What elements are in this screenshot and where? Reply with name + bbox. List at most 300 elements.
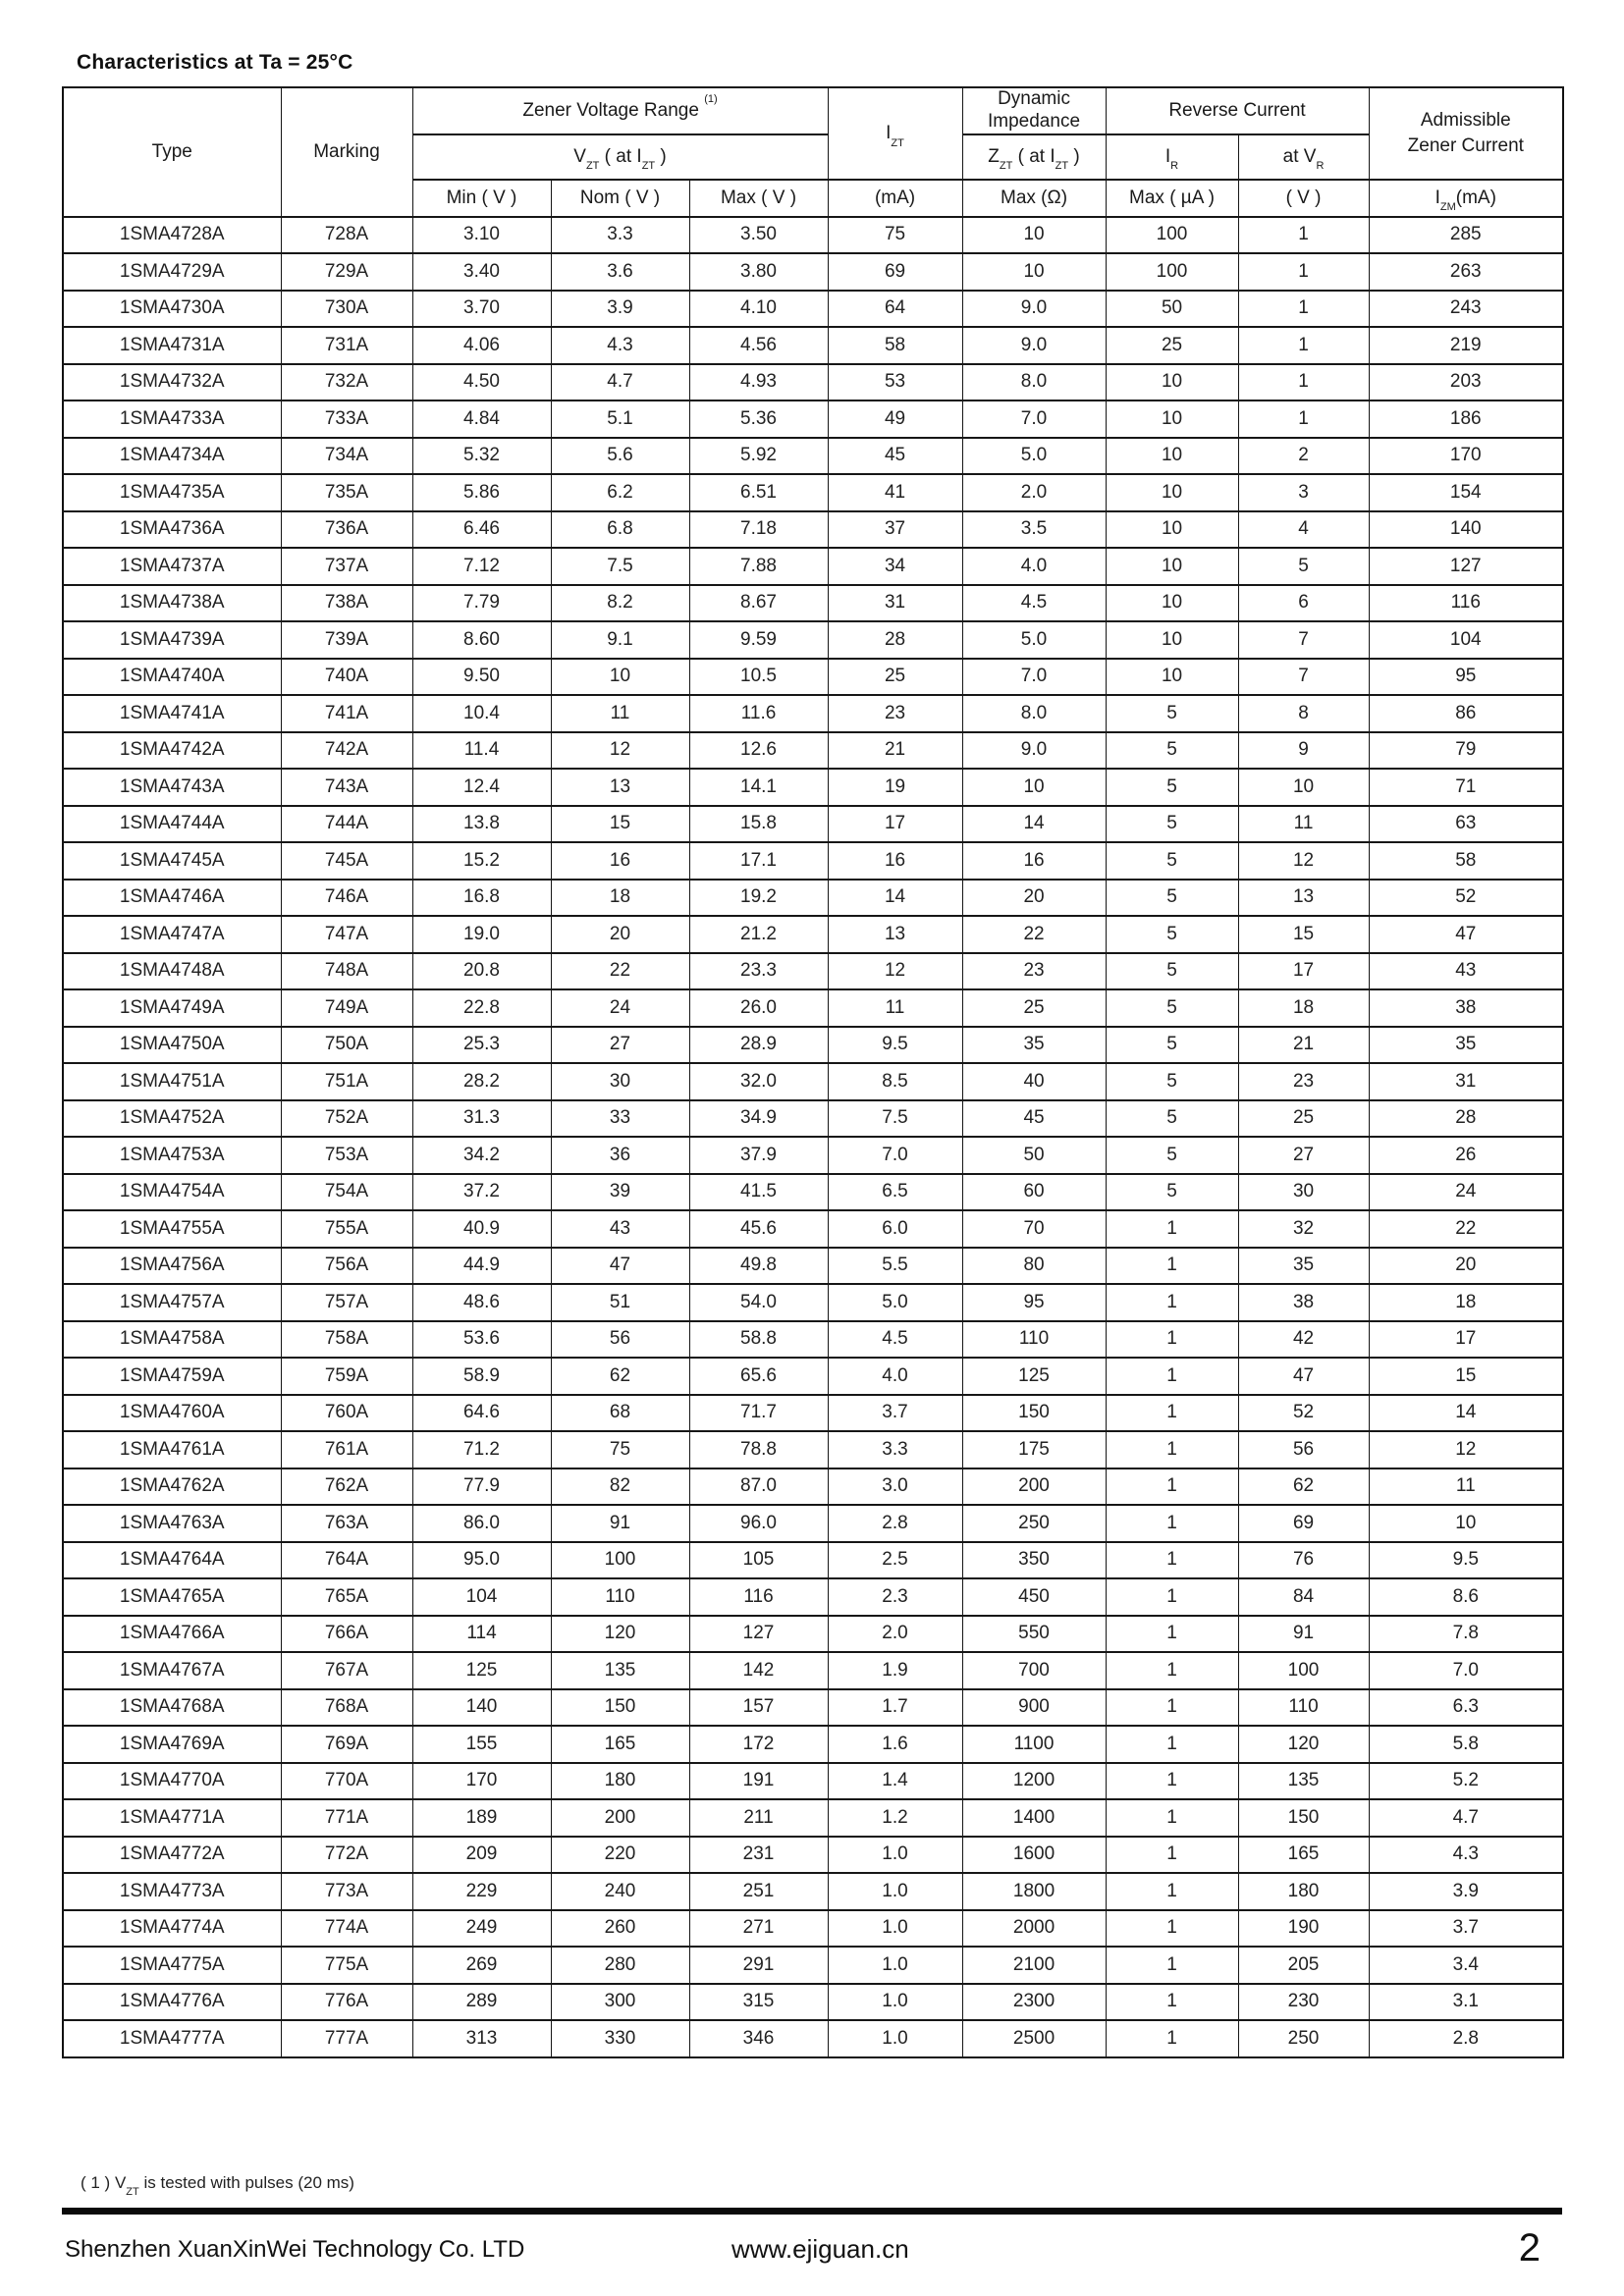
cell-izt: 6.0: [828, 1210, 962, 1248]
cell-type: 1SMA4758A: [63, 1321, 281, 1359]
cell-type: 1SMA4762A: [63, 1468, 281, 1506]
cell-ir-max: 5: [1106, 1063, 1238, 1100]
izm-symbol: I: [1435, 187, 1440, 208]
col-header-admissible-zener-current: [1369, 87, 1563, 180]
table-row: [63, 585, 1563, 622]
cell-vr: 1: [1238, 217, 1369, 254]
cell-min-v: 71.2: [412, 1431, 551, 1468]
cell-izm: 154: [1369, 474, 1563, 511]
cell-zzt-max: 350: [962, 1542, 1106, 1579]
cell-nom-v: 75: [551, 1431, 689, 1468]
cell-izm: 26: [1369, 1137, 1563, 1174]
cell-min-v: 269: [412, 1947, 551, 1984]
cell-min-v: 58.9: [412, 1358, 551, 1395]
table-row: [63, 548, 1563, 585]
cell-izt: 1.0: [828, 1837, 962, 1874]
col-header-zzt: [962, 134, 1106, 180]
cell-zzt-max: 8.0: [962, 695, 1106, 732]
cell-ir-max: 1: [1106, 1578, 1238, 1616]
cell-marking: 769A: [281, 1726, 412, 1763]
cell-ir-max: 1: [1106, 1689, 1238, 1727]
cell-marking: 733A: [281, 400, 412, 438]
cell-ir-max: 10: [1106, 659, 1238, 696]
cell-type: 1SMA4740A: [63, 659, 281, 696]
col-header-vzt: [412, 134, 828, 180]
cell-nom-v: 6.2: [551, 474, 689, 511]
cell-marking: 729A: [281, 253, 412, 291]
cell-vr: 38: [1238, 1284, 1369, 1321]
cell-nom-v: 82: [551, 1468, 689, 1506]
cell-zzt-max: 2100: [962, 1947, 1106, 1984]
cell-marking: 734A: [281, 438, 412, 475]
page-number: 2: [1518, 2226, 1541, 2269]
cell-marking: 773A: [281, 1873, 412, 1910]
table-row: [63, 400, 1563, 438]
cell-izm: 104: [1369, 621, 1563, 659]
cell-izm: 71: [1369, 769, 1563, 806]
cell-ir-max: 5: [1106, 1137, 1238, 1174]
cell-izm: 17: [1369, 1321, 1563, 1359]
cell-zzt-max: 60: [962, 1174, 1106, 1211]
izt-symbol: I: [886, 122, 892, 143]
table-row: [63, 327, 1563, 364]
cell-type: 1SMA4730A: [63, 291, 281, 328]
cell-min-v: 95.0: [412, 1542, 551, 1579]
unit-header-nom-v: Nom ( V ): [551, 180, 689, 217]
table-row: [63, 1984, 1563, 2021]
col-header-marking: Marking: [281, 87, 412, 217]
cell-max-v: 32.0: [689, 1063, 828, 1100]
cell-izt: 37: [828, 511, 962, 549]
cell-max-v: 87.0: [689, 1468, 828, 1506]
table-row: [63, 1468, 1563, 1506]
cell-min-v: 170: [412, 1763, 551, 1800]
cell-marking: 730A: [281, 291, 412, 328]
cell-max-v: 3.80: [689, 253, 828, 291]
footer-divider: [62, 2208, 1562, 2215]
cell-min-v: 4.50: [412, 364, 551, 401]
cell-nom-v: 11: [551, 695, 689, 732]
cell-izt: 53: [828, 364, 962, 401]
cell-zzt-max: 250: [962, 1505, 1106, 1542]
cell-type: 1SMA4770A: [63, 1763, 281, 1800]
cell-nom-v: 36: [551, 1137, 689, 1174]
cell-marking: 776A: [281, 1984, 412, 2021]
cell-izm: 170: [1369, 438, 1563, 475]
cell-vr: 76: [1238, 1542, 1369, 1579]
cell-izt: 49: [828, 400, 962, 438]
cell-zzt-max: 1400: [962, 1799, 1106, 1837]
cell-izt: 41: [828, 474, 962, 511]
cell-min-v: 140: [412, 1689, 551, 1727]
table-row: [63, 438, 1563, 475]
table-row: [63, 989, 1563, 1027]
cell-nom-v: 7.5: [551, 548, 689, 585]
table-row: [63, 1542, 1563, 1579]
cell-vr: 6: [1238, 585, 1369, 622]
cell-max-v: 78.8: [689, 1431, 828, 1468]
cell-type: 1SMA4750A: [63, 1027, 281, 1064]
cell-zzt-max: 150: [962, 1395, 1106, 1432]
cell-type: 1SMA4754A: [63, 1174, 281, 1211]
footer-company: Shenzhen XuanXinWei Technology Co. LTD: [65, 2236, 525, 2263]
cell-izm: 5.2: [1369, 1763, 1563, 1800]
cell-izt: 45: [828, 438, 962, 475]
cell-marking: 763A: [281, 1505, 412, 1542]
cell-type: 1SMA4748A: [63, 953, 281, 990]
cell-marking: 749A: [281, 989, 412, 1027]
cell-type: 1SMA4731A: [63, 327, 281, 364]
cell-min-v: 289: [412, 1984, 551, 2021]
cell-type: 1SMA4777A: [63, 2020, 281, 2057]
cell-vr: 120: [1238, 1726, 1369, 1763]
zvr-footnote-ref: (1): [704, 93, 718, 106]
cell-marking: 768A: [281, 1689, 412, 1727]
cell-izm: 95: [1369, 659, 1563, 696]
cell-max-v: 271: [689, 1910, 828, 1948]
cell-marking: 737A: [281, 548, 412, 585]
cell-max-v: 3.50: [689, 217, 828, 254]
cell-izm: 9.5: [1369, 1542, 1563, 1579]
col-header-izt: [828, 87, 962, 180]
cell-max-v: 19.2: [689, 880, 828, 917]
table-row: [63, 695, 1563, 732]
cell-zzt-max: 5.0: [962, 621, 1106, 659]
cell-marking: 746A: [281, 880, 412, 917]
col-header-at-vr: [1238, 134, 1369, 180]
footnote: [81, 2173, 354, 2199]
cell-nom-v: 47: [551, 1248, 689, 1285]
cell-ir-max: 1: [1106, 2020, 1238, 2057]
cell-ir-max: 5: [1106, 842, 1238, 880]
cell-nom-v: 27: [551, 1027, 689, 1064]
cell-izt: 34: [828, 548, 962, 585]
cell-min-v: 7.12: [412, 548, 551, 585]
cell-nom-v: 280: [551, 1947, 689, 1984]
table-row: [63, 217, 1563, 254]
table-row: [63, 1395, 1563, 1432]
cell-izt: 1.9: [828, 1652, 962, 1689]
cell-izm: 3.9: [1369, 1873, 1563, 1910]
cell-max-v: 5.36: [689, 400, 828, 438]
cell-vr: 42: [1238, 1321, 1369, 1359]
cell-max-v: 211: [689, 1799, 828, 1837]
cell-min-v: 10.4: [412, 695, 551, 732]
cell-izt: 7.0: [828, 1137, 962, 1174]
table-row: [63, 253, 1563, 291]
cell-nom-v: 8.2: [551, 585, 689, 622]
cell-min-v: 313: [412, 2020, 551, 2057]
cell-ir-max: 10: [1106, 364, 1238, 401]
cell-type: 1SMA4763A: [63, 1505, 281, 1542]
cell-ir-max: 5: [1106, 806, 1238, 843]
cell-ir-max: 25: [1106, 327, 1238, 364]
cell-zzt-max: 2000: [962, 1910, 1106, 1948]
col-header-ir: [1106, 134, 1238, 180]
footnote-text: is tested with pulses (20 ms): [138, 2173, 354, 2192]
cell-izm: 7.8: [1369, 1616, 1563, 1653]
cell-type: 1SMA4767A: [63, 1652, 281, 1689]
cell-izm: 86: [1369, 695, 1563, 732]
cell-nom-v: 200: [551, 1799, 689, 1837]
cell-izm: 31: [1369, 1063, 1563, 1100]
cell-type: 1SMA4760A: [63, 1395, 281, 1432]
cell-min-v: 37.2: [412, 1174, 551, 1211]
cell-ir-max: 5: [1106, 769, 1238, 806]
cell-izt: 1.0: [828, 1873, 962, 1910]
cell-izt: 58: [828, 327, 962, 364]
cell-vr: 62: [1238, 1468, 1369, 1506]
ir-symbol: I: [1164, 145, 1171, 167]
cell-max-v: 157: [689, 1689, 828, 1727]
cell-zzt-max: 20: [962, 880, 1106, 917]
cell-izm: 11: [1369, 1468, 1563, 1506]
cell-type: 1SMA4743A: [63, 769, 281, 806]
cell-marking: 758A: [281, 1321, 412, 1359]
cell-type: 1SMA4742A: [63, 732, 281, 770]
cell-vr: 1: [1238, 327, 1369, 364]
cell-min-v: 249: [412, 1910, 551, 1948]
cell-min-v: 13.8: [412, 806, 551, 843]
vzt-end: ): [655, 145, 667, 167]
cell-zzt-max: 2500: [962, 2020, 1106, 2057]
cell-type: 1SMA4728A: [63, 217, 281, 254]
unit-header-max-ohm: Max (Ω): [962, 180, 1106, 217]
izm-unit: (mA): [1455, 187, 1496, 208]
cell-min-v: 5.32: [412, 438, 551, 475]
cell-max-v: 7.18: [689, 511, 828, 549]
cell-min-v: 64.6: [412, 1395, 551, 1432]
cell-izm: 203: [1369, 364, 1563, 401]
cell-izt: 25: [828, 659, 962, 696]
cell-marking: 747A: [281, 916, 412, 953]
cell-max-v: 291: [689, 1947, 828, 1984]
cell-vr: 7: [1238, 659, 1369, 696]
table-row: [63, 1689, 1563, 1727]
cell-max-v: 37.9: [689, 1137, 828, 1174]
cell-ir-max: 1: [1106, 1910, 1238, 1948]
cell-marking: 767A: [281, 1652, 412, 1689]
cell-izt: 1.0: [828, 1910, 962, 1948]
zzt-symbol: Z: [988, 145, 1000, 167]
cell-min-v: 8.60: [412, 621, 551, 659]
cell-marking: 770A: [281, 1763, 412, 1800]
cell-max-v: 172: [689, 1726, 828, 1763]
table-row: [63, 2020, 1563, 2057]
cell-ir-max: 1: [1106, 1652, 1238, 1689]
cell-nom-v: 3.3: [551, 217, 689, 254]
cell-vr: 18: [1238, 989, 1369, 1027]
cell-zzt-max: 5.0: [962, 438, 1106, 475]
cell-vr: 165: [1238, 1837, 1369, 1874]
cell-type: 1SMA4753A: [63, 1137, 281, 1174]
vzt-sub2: ZT: [641, 160, 656, 173]
cell-zzt-max: 10: [962, 217, 1106, 254]
cell-izt: 7.5: [828, 1100, 962, 1138]
cell-marking: 738A: [281, 585, 412, 622]
cell-marking: 741A: [281, 695, 412, 732]
cell-izt: 11: [828, 989, 962, 1027]
cell-nom-v: 15: [551, 806, 689, 843]
cell-izm: 3.1: [1369, 1984, 1563, 2021]
cell-min-v: 19.0: [412, 916, 551, 953]
cell-izt: 2.5: [828, 1542, 962, 1579]
cell-min-v: 189: [412, 1799, 551, 1837]
cell-ir-max: 1: [1106, 1873, 1238, 1910]
cell-vr: 1: [1238, 364, 1369, 401]
cell-max-v: 127: [689, 1616, 828, 1653]
cell-type: 1SMA4739A: [63, 621, 281, 659]
cell-zzt-max: 7.0: [962, 400, 1106, 438]
cell-nom-v: 20: [551, 916, 689, 953]
cell-marking: 766A: [281, 1616, 412, 1653]
unit-header-izm: [1369, 180, 1563, 217]
cell-izm: 58: [1369, 842, 1563, 880]
table-row: [63, 842, 1563, 880]
cell-izt: 23: [828, 695, 962, 732]
cell-vr: 1: [1238, 400, 1369, 438]
cell-ir-max: 1: [1106, 1431, 1238, 1468]
cell-ir-max: 10: [1106, 511, 1238, 549]
cell-type: 1SMA4764A: [63, 1542, 281, 1579]
cell-vr: 1: [1238, 291, 1369, 328]
cell-vr: 69: [1238, 1505, 1369, 1542]
cell-ir-max: 10: [1106, 474, 1238, 511]
cell-izm: 127: [1369, 548, 1563, 585]
cell-izt: 8.5: [828, 1063, 962, 1100]
cell-type: 1SMA4747A: [63, 916, 281, 953]
cell-izt: 16: [828, 842, 962, 880]
cell-zzt-max: 175: [962, 1431, 1106, 1468]
cell-max-v: 71.7: [689, 1395, 828, 1432]
cell-marking: 777A: [281, 2020, 412, 2057]
zzt-sub2: ZT: [1055, 160, 1069, 173]
footnote-sub: ZT: [126, 2186, 139, 2199]
cell-ir-max: 10: [1106, 585, 1238, 622]
cell-max-v: 96.0: [689, 1505, 828, 1542]
cell-zzt-max: 14: [962, 806, 1106, 843]
cell-izt: 21: [828, 732, 962, 770]
cell-zzt-max: 9.0: [962, 732, 1106, 770]
cell-izm: 7.0: [1369, 1652, 1563, 1689]
cell-type: 1SMA4756A: [63, 1248, 281, 1285]
cell-min-v: 12.4: [412, 769, 551, 806]
cell-izt: 3.7: [828, 1395, 962, 1432]
cell-nom-v: 43: [551, 1210, 689, 1248]
cell-min-v: 4.84: [412, 400, 551, 438]
cell-nom-v: 22: [551, 953, 689, 990]
cell-max-v: 7.88: [689, 548, 828, 585]
cell-nom-v: 4.3: [551, 327, 689, 364]
cell-zzt-max: 1600: [962, 1837, 1106, 1874]
cell-zzt-max: 450: [962, 1578, 1106, 1616]
cell-ir-max: 5: [1106, 989, 1238, 1027]
dynamic-line2: Impedance: [988, 110, 1081, 132]
cell-izt: 2.8: [828, 1505, 962, 1542]
cell-izm: 10: [1369, 1505, 1563, 1542]
cell-type: 1SMA4745A: [63, 842, 281, 880]
cell-min-v: 53.6: [412, 1321, 551, 1359]
cell-marking: 751A: [281, 1063, 412, 1100]
cell-type: 1SMA4774A: [63, 1910, 281, 1948]
cell-ir-max: 5: [1106, 1027, 1238, 1064]
cell-type: 1SMA4772A: [63, 1837, 281, 1874]
cell-type: 1SMA4741A: [63, 695, 281, 732]
cell-vr: 10: [1238, 769, 1369, 806]
col-header-type: Type: [63, 87, 281, 217]
cell-marking: 774A: [281, 1910, 412, 1948]
table-row: [63, 1248, 1563, 1285]
cell-vr: 56: [1238, 1431, 1369, 1468]
cell-marking: 764A: [281, 1542, 412, 1579]
cell-marking: 759A: [281, 1358, 412, 1395]
cell-min-v: 44.9: [412, 1248, 551, 1285]
cell-max-v: 4.93: [689, 364, 828, 401]
cell-zzt-max: 23: [962, 953, 1106, 990]
cell-marking: 728A: [281, 217, 412, 254]
cell-nom-v: 300: [551, 1984, 689, 2021]
cell-ir-max: 5: [1106, 695, 1238, 732]
cell-nom-v: 16: [551, 842, 689, 880]
cell-vr: 91: [1238, 1616, 1369, 1653]
zvr-label: Zener Voltage Range: [522, 99, 699, 121]
cell-ir-max: 5: [1106, 732, 1238, 770]
cell-type: 1SMA4734A: [63, 438, 281, 475]
table-row: [63, 474, 1563, 511]
cell-min-v: 6.46: [412, 511, 551, 549]
cell-izm: 3.7: [1369, 1910, 1563, 1948]
dynamic-line1: Dynamic: [998, 88, 1070, 109]
cell-izm: 63: [1369, 806, 1563, 843]
cell-nom-v: 24: [551, 989, 689, 1027]
cell-izm: 18: [1369, 1284, 1563, 1321]
cell-izm: 3.4: [1369, 1947, 1563, 1984]
cell-marking: 760A: [281, 1395, 412, 1432]
unit-header-max-ua: Max ( µA ): [1106, 180, 1238, 217]
cell-zzt-max: 2300: [962, 1984, 1106, 2021]
table-row: [63, 1321, 1563, 1359]
cell-max-v: 28.9: [689, 1027, 828, 1064]
cell-max-v: 58.8: [689, 1321, 828, 1359]
cell-vr: 8: [1238, 695, 1369, 732]
cell-vr: 12: [1238, 842, 1369, 880]
cell-izt: 2.0: [828, 1616, 962, 1653]
table-row: [63, 1837, 1563, 1874]
cell-max-v: 9.59: [689, 621, 828, 659]
cell-vr: 32: [1238, 1210, 1369, 1248]
cell-ir-max: 1: [1106, 1358, 1238, 1395]
cell-zzt-max: 50: [962, 1137, 1106, 1174]
table-row: [63, 732, 1563, 770]
cell-max-v: 231: [689, 1837, 828, 1874]
table-row: [63, 1358, 1563, 1395]
cell-nom-v: 18: [551, 880, 689, 917]
cell-nom-v: 260: [551, 1910, 689, 1948]
table-row: [63, 1174, 1563, 1211]
cell-nom-v: 5.1: [551, 400, 689, 438]
cell-ir-max: 1: [1106, 1321, 1238, 1359]
unit-header-ma: (mA): [828, 180, 962, 217]
cell-izm: 43: [1369, 953, 1563, 990]
cell-izm: 4.7: [1369, 1799, 1563, 1837]
cell-vr: 3: [1238, 474, 1369, 511]
cell-max-v: 315: [689, 1984, 828, 2021]
cell-vr: 230: [1238, 1984, 1369, 2021]
cell-izt: 1.2: [828, 1799, 962, 1837]
cell-ir-max: 5: [1106, 916, 1238, 953]
cell-min-v: 11.4: [412, 732, 551, 770]
cell-ir-max: 5: [1106, 953, 1238, 990]
